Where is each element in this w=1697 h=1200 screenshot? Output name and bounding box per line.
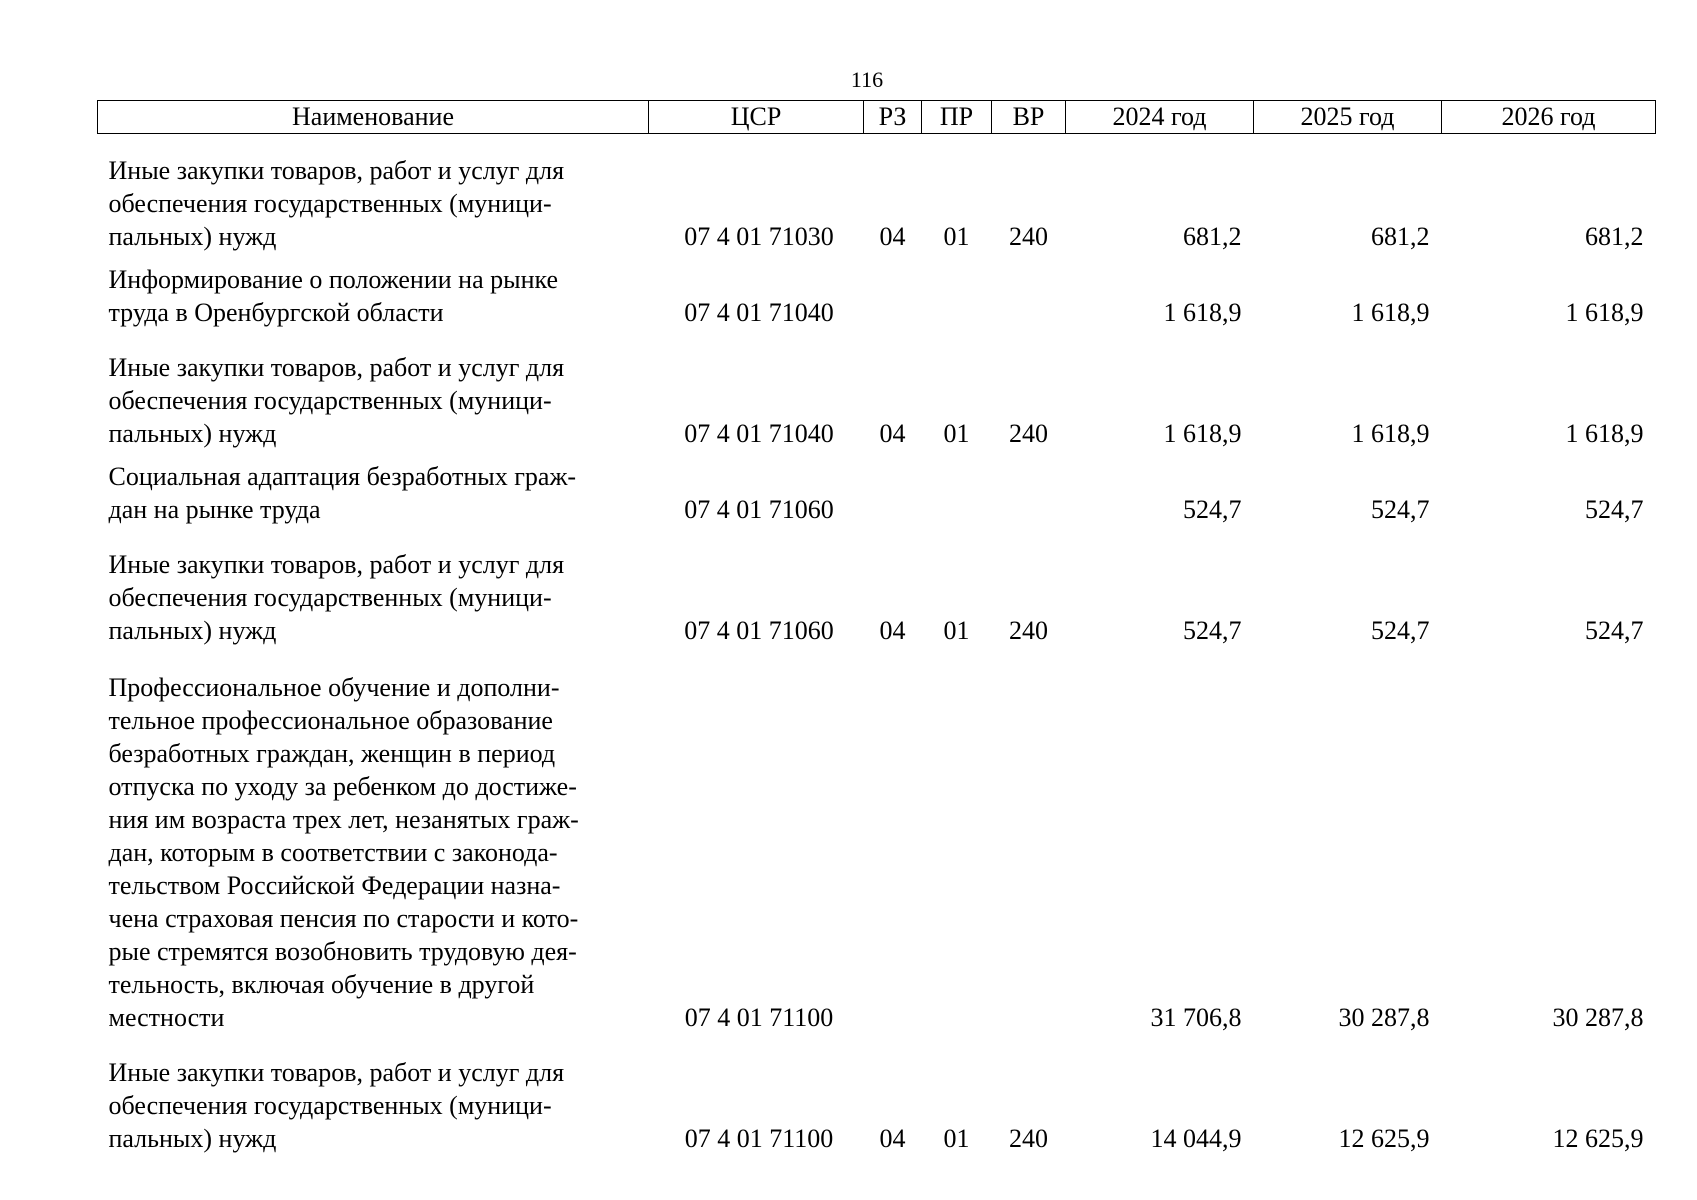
table-row — [98, 526, 1656, 647]
row-name — [98, 647, 649, 1034]
row-name-line: труда в Оренбургской области — [108, 298, 444, 327]
row-value-2024: 524,7 — [1183, 616, 1242, 645]
row-name-line: обеспечения государственных (муници- — [108, 1091, 552, 1120]
row-csr: 07 4 01 71040 — [684, 419, 834, 448]
row-csr: 07 4 01 71060 — [684, 616, 834, 645]
row-pr — [922, 647, 992, 1034]
row-value-2024: 31 706,8 — [1150, 1003, 1242, 1032]
row-csr: 07 4 01 71060 — [684, 495, 834, 524]
row-vr — [992, 253, 1066, 329]
row-name — [98, 450, 649, 526]
row-rz — [864, 253, 922, 329]
table-row — [98, 134, 1656, 254]
row-value-2024: 681,2 — [1183, 222, 1242, 251]
row-name-line: тельством Российской Федерации назна- — [108, 871, 561, 900]
row-value-2025: 12 625,9 — [1338, 1124, 1430, 1153]
row-vr: 240 — [1009, 1124, 1048, 1153]
row-name-line: пальных) нужд — [108, 419, 277, 448]
row-value-2024: 14 044,9 — [1150, 1124, 1242, 1153]
row-rz — [864, 450, 922, 526]
row-name — [98, 1034, 649, 1155]
header-rz: РЗ — [864, 101, 922, 134]
row-value-2024: 524,7 — [1183, 495, 1242, 524]
row-name — [98, 253, 649, 329]
header-2025: 2025 год — [1254, 101, 1442, 134]
row-value-2025: 524,7 — [1371, 616, 1430, 645]
row-name-line: отпуска по уходу за ребенком до достиже- — [108, 772, 577, 801]
row-name-line: обеспечения государственных (муници- — [108, 583, 552, 612]
row-vr: 240 — [1009, 222, 1048, 251]
row-name-line: Иные закупки товаров, работ и услуг для — [108, 353, 565, 382]
row-pr: 01 — [943, 419, 970, 448]
row-value-2026: 524,7 — [1585, 495, 1644, 524]
row-value-2026: 1 618,9 — [1565, 298, 1644, 327]
row-value-2025: 681,2 — [1371, 222, 1430, 251]
table-row — [98, 329, 1656, 450]
budget-table — [97, 100, 1656, 1155]
row-pr: 01 — [943, 222, 970, 251]
table-row — [98, 1034, 1656, 1155]
header-2024: 2024 год — [1066, 101, 1254, 134]
row-name — [98, 526, 649, 647]
header-vr: ВР — [992, 101, 1066, 134]
row-value-2025: 1 618,9 — [1351, 419, 1430, 448]
table-header-row — [98, 101, 1656, 134]
row-rz: 04 — [879, 222, 906, 251]
row-name — [98, 134, 649, 254]
header-2026: 2026 год — [1442, 101, 1656, 134]
row-value-2026: 524,7 — [1585, 616, 1644, 645]
row-value-2024: 1 618,9 — [1163, 419, 1242, 448]
row-name-line: тельность, включая обучение в другой — [108, 970, 535, 999]
table-row — [98, 253, 1656, 329]
row-vr — [992, 647, 1066, 1034]
row-pr — [922, 253, 992, 329]
row-value-2025: 1 618,9 — [1351, 298, 1430, 327]
table-body — [98, 134, 1656, 1156]
row-name-line: пальных) нужд — [108, 222, 277, 251]
row-name-line: дан на рынке труда — [108, 495, 321, 524]
row-pr — [922, 450, 992, 526]
row-value-2026: 30 287,8 — [1552, 1003, 1644, 1032]
row-value-2024: 1 618,9 — [1163, 298, 1242, 327]
header-name: Наименование — [98, 101, 649, 134]
row-csr: 07 4 01 71040 — [684, 298, 834, 327]
row-value-2025: 30 287,8 — [1338, 1003, 1430, 1032]
row-value-2026: 681,2 — [1585, 222, 1644, 251]
row-vr — [992, 450, 1066, 526]
row-name-line: обеспечения государственных (муници- — [108, 386, 552, 415]
row-name-line: Иные закупки товаров, работ и услуг для — [108, 156, 565, 185]
header-csr: ЦСР — [649, 101, 864, 134]
row-value-2026: 1 618,9 — [1565, 419, 1644, 448]
row-value-2025: 524,7 — [1371, 495, 1430, 524]
row-vr: 240 — [1009, 419, 1048, 448]
row-rz: 04 — [879, 419, 906, 448]
row-name-line: ния им возраста трех лет, незанятых граж- — [108, 805, 579, 834]
row-name — [98, 329, 649, 450]
row-name-line: Иные закупки товаров, работ и услуг для — [108, 550, 565, 579]
row-name-line: пальных) нужд — [108, 1124, 277, 1153]
row-name-line: безработных граждан, женщин в период — [108, 739, 556, 768]
row-csr: 07 4 01 71030 — [684, 222, 834, 251]
row-name-line: пальных) нужд — [108, 616, 277, 645]
row-name-line: Профессиональное обучение и дополни- — [108, 673, 560, 702]
header-pr: ПР — [922, 101, 992, 134]
row-pr: 01 — [943, 1124, 970, 1153]
row-name-line: дан, которым в соответствии с законода- — [108, 838, 558, 867]
row-name-line: Информирование о положении на рынке — [108, 265, 559, 294]
row-name-line: обеспечения государственных (муници- — [108, 189, 552, 218]
row-vr: 240 — [1009, 616, 1048, 645]
row-name-line: рые стремятся возобновить трудовую дея- — [108, 937, 577, 966]
table-row — [98, 450, 1656, 526]
row-pr: 01 — [943, 616, 970, 645]
row-rz: 04 — [879, 1124, 906, 1153]
row-rz: 04 — [879, 616, 906, 645]
row-name-line: тельное профессиональное образование — [108, 706, 553, 735]
row-name-line: Иные закупки товаров, работ и услуг для — [108, 1058, 565, 1087]
row-rz — [864, 647, 922, 1034]
row-name-line: чена страховая пенсия по старости и кото- — [108, 904, 579, 933]
row-name-line: Социальная адаптация безработных граж- — [108, 462, 577, 491]
row-csr: 07 4 01 71100 — [684, 1003, 834, 1032]
row-value-2026: 12 625,9 — [1552, 1124, 1644, 1153]
row-name-line: местности — [108, 1003, 225, 1032]
page-number: 116 — [850, 67, 884, 92]
row-csr: 07 4 01 71100 — [684, 1124, 834, 1153]
table-row — [98, 647, 1656, 1034]
